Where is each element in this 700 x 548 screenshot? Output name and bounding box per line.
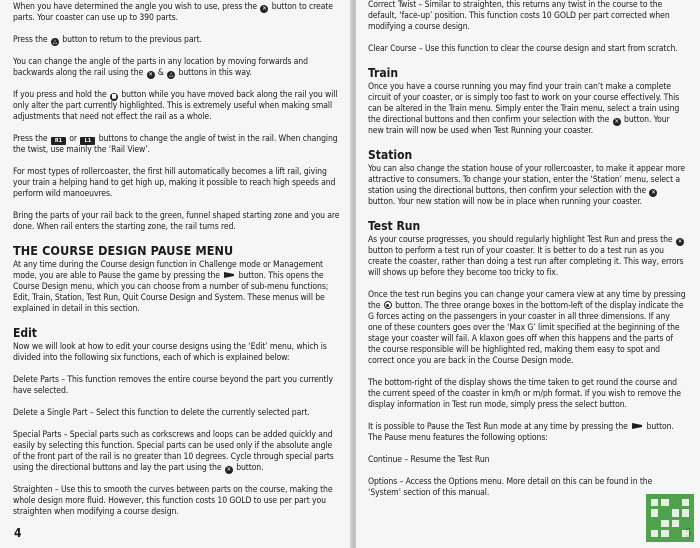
triangle-button-icon: △ [52, 38, 57, 45]
edit-paragraph: Special Parts – Special parts such as corkscrews and loops can be added quickly and easily by selecting this function. Special parts can be used only if the absolute angle of the front part of the rail is no greater than 10 degrees. Cycle through special parts using the directional buttons and lay the part using the ✕ button. [13, 430, 334, 473]
edit-paragraph: Clear Course – Use this function to clear the course design and start from scratch. [368, 44, 678, 54]
circle-button-icon: ■ [111, 93, 117, 100]
test-run-section [368, 235, 686, 499]
right-page [356, 0, 700, 548]
watermark-logo [646, 494, 694, 542]
train-section [368, 82, 686, 137]
cross-button-icon: ✕ [262, 5, 267, 12]
test-run-paragraph: As your course progresses, you should regularly highlight Test Run and press the ✕ button to perform a test run of your coaster. It is better to do a test run as you create the coaster, rather than doing a test run after completing it. This way, errors will shows up before they become too tricky to fix. [368, 235, 684, 278]
edit-paragraph: Delete a Single Part – Select this function to delete the currently selected part. [13, 408, 310, 418]
edit-paragraph: Straighten – Use this to smooth the curves between parts on the course, making the whole design more fluid. However, this function costs 10 GOLD to use per part you straighten when modifying a course design. [13, 485, 333, 517]
instruction-paragraph: Bring the parts of your rail back to the green, funnel shaped starting zone and you are done. When rail enters the starting zone, the rail turns red. [13, 211, 340, 232]
station-heading: Station [368, 148, 413, 162]
left-page-number: 4 [14, 526, 22, 540]
cross-button-icon: ✕ [677, 238, 683, 245]
instruction-paragraph: For most types of rollercoaster, the first hill automatically becomes a lift rail, giving your train a helping hand to get high up, making it possible to reach high speeds and perform wild manoeuvres. [13, 167, 336, 199]
train-heading: Train [368, 66, 399, 80]
edit-paragraph: Now we will look at how to edit your course designs using the ‘Edit’ menu, which is divided into the following six functions, each of which is explained below: [13, 342, 327, 363]
triangle-button-icon: △ [169, 71, 174, 78]
test-run-paragraph: Continue – Resume the Test Run [368, 455, 490, 465]
pause-menu-paragraph: At any time during the Course design function in Challenge mode or Management mode, you are able to Pause the game by pressing the button. This opens the Course Design menu, which you can choose from a number of sub-menu functions; Edit, Train, Station, Test Run, Quit Course Design and System. These menus will be explained in detail in this section. [13, 260, 329, 314]
r1-button-icon: R1 [51, 137, 66, 145]
instruction-paragraph: Press the △ button to return to the previous part. [13, 35, 202, 45]
ring-button-icon [384, 301, 392, 309]
test-run-paragraph: The bottom-right of the display shows the time taken to get round the course and the current speed of the coaster in km/h or m/ph format. If you wish to remove the display information in Test run mode, simply press the select button. [368, 378, 681, 410]
pause-menu-section [13, 260, 340, 315]
cross-button-icon: ✕ [614, 118, 619, 125]
edit-heading: Edit [13, 326, 37, 340]
l1-button-icon: L1 [80, 137, 95, 145]
cross-button-icon: ✕ [226, 466, 232, 473]
instruction-paragraph: If you press and hold the ■ button while you have moved back along the rail you will only alter the part currently highlighted. This is extremely useful when making small adjustments that need not effect the rail as a whole. [13, 90, 338, 122]
edit-paragraph: Correct Twist – Similar to straighten, this returns any twist in the course to the default, ‘face-up’ position. This function costs 10 GOLD per part corrected when modifying a course design. [368, 0, 670, 32]
cross-button-icon: ✕ [148, 71, 153, 78]
test-run-paragraph: Once the test run begins you can change your camera view at any time by pressing the button. The three orange boxes in the bottom-left of the display indicate the G forces acting on the passengers in your coaster in all three dimensions. If any one of these counters goes over the ‘Max G’ limit specified at the beginning of the stage your coaster will fail. A klaxon goes off when this happens and the parts of the course responsible will be highlighted red, making them easy to spot and correct once you are back in the Course Design mode. [368, 290, 686, 366]
left-top-section [13, 2, 340, 233]
pause-menu-heading: THE COURSE DESIGN PAUSE MENU [13, 243, 234, 258]
instruction-paragraph: When you have determined the angle you wish to use, press the ✕ button to create parts. Your coaster can use up to 390 parts. [13, 2, 333, 23]
test-run-paragraph: Options – Access the Options menu. More detail on this can be found in the ‘System’ section of this manual. [368, 477, 653, 498]
edit-paragraph: Delete Parts – This function removes the entire course beyond the part you currently have selected. [13, 375, 334, 396]
station-paragraph: You can also change the station house of your rollercoaster, to make it appear more attractive to consumers. To change your station, enter the ‘Station’ menu, select a station using the directional buttons, then confirm your selection with the ✕ button. Your new station will now be in place when running your coaster. [368, 164, 686, 207]
edit-section [13, 342, 340, 518]
cross-button-icon: ✕ [651, 189, 656, 196]
instruction-paragraph: You can change the angle of the parts in any location by moving forwards and backwards along the rail using the ✕ & △ buttons in this way. [13, 57, 308, 78]
train-paragraph: Once you have a course running you may find your train can’t make a complete circuit of your coaster, or is simply too fast to work on your course effectively. This can be altered in the Train menu. Simply enter the Train menu, select a train using the directional buttons and then confirm your selection with the ✕ button. Your new train will now be used when Test Running your coaster. [368, 82, 680, 136]
test-run-paragraph: It is possible to Pause the Test Run mode at any time by pressing the button. The Pause menu features the following options: [368, 422, 674, 443]
test-run-heading: Test Run [368, 219, 421, 233]
right-top-section [368, 0, 686, 55]
station-section [368, 164, 686, 208]
start-button-icon [223, 271, 235, 279]
start-button-icon [631, 422, 643, 430]
instruction-paragraph: Press the R1 or L1 buttons to change the angle of twist in the rail. When changing the twist, use mainly the ‘Rail View’. [13, 134, 338, 155]
